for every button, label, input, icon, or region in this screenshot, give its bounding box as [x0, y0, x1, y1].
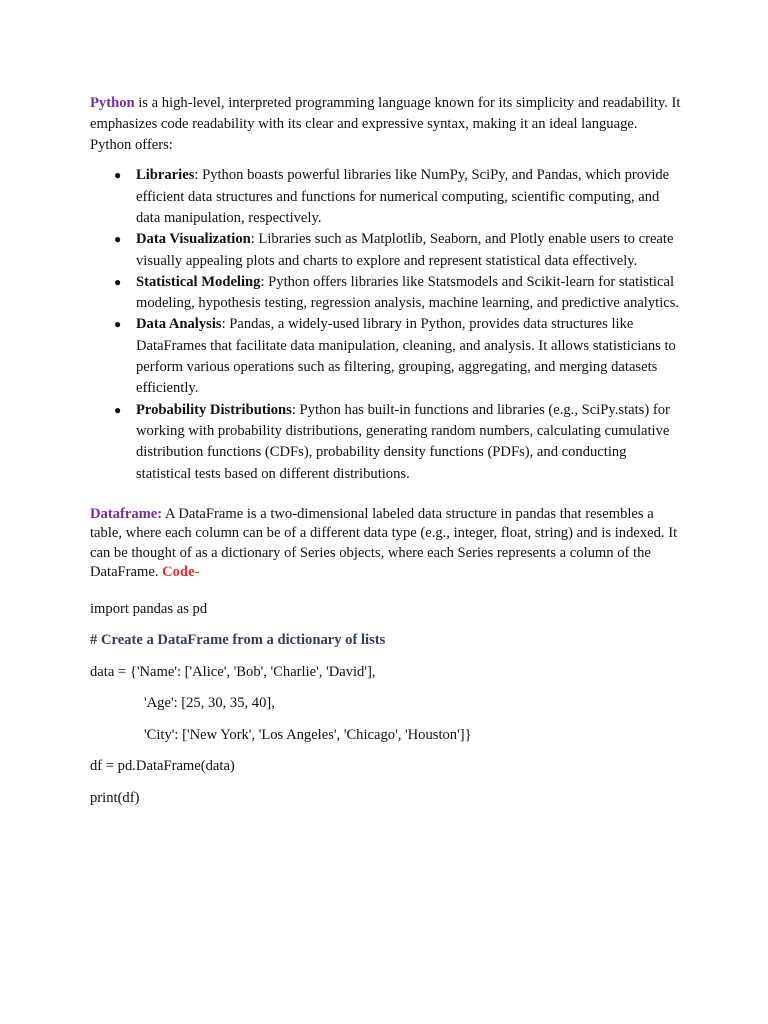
- code-print-line: print(df): [90, 789, 140, 806]
- bullet-icon: ●: [114, 402, 122, 417]
- intro-text: is a high-level, interpreted programming language known for its simplicity and readability. It emphasizes code readability with its clear and expressive syntax, making it an ideal language. Python offers:: [90, 95, 681, 153]
- bullet-icon: ●: [114, 317, 122, 332]
- bullet-icon: ●: [114, 274, 122, 289]
- dataframe-text: A DataFrame is a two-dimensional labeled data structure in pandas that resembles a table, where each column can be of a different data type (e.g., integer, float, string) and is indexed. It can be thought of as a dictionary of Series objects, where each Series represents a column of the DataFrame.: [90, 505, 678, 581]
- python-term: Python: [90, 95, 135, 111]
- feature-text: : Pandas, a widely-used library in Python, provides data structures like DataFrames that facilitate data manipulation, cleaning, and analysis. It allows statisticians to perform various operations such as filtering, grouping, aggregating, and merging datasets efficiently.: [136, 316, 676, 397]
- list-item: [90, 314, 682, 399]
- bullet-icon: ●: [114, 232, 122, 247]
- document-page: [90, 93, 682, 819]
- intro-paragraph: [90, 93, 682, 155]
- feature-title: Data Visualization: [136, 231, 251, 248]
- feature-title: Data Analysis: [136, 316, 222, 333]
- list-item: [90, 400, 682, 485]
- bullet-icon: ●: [114, 168, 122, 183]
- code-label: Code-: [162, 564, 200, 581]
- dataframe-term: Dataframe:: [90, 505, 163, 522]
- list-item: [90, 229, 682, 272]
- code-import-line: import pandas as pd: [90, 600, 208, 617]
- list-item: [90, 272, 682, 315]
- code-age-line: 'Age': [25, 30, 35, 40],: [144, 695, 275, 712]
- code-city-line: 'City': ['New York', 'Los Angeles', 'Chicago', 'Houston']}: [144, 726, 472, 743]
- feature-text: : Python boasts powerful libraries like NumPy, SciPy, and Pandas, which provide efficient data structures and functions for numerical computing, scientific computing, and data manipulation, respectively.: [136, 167, 670, 226]
- feature-title: Statistical Modeling: [136, 273, 261, 290]
- feature-text: : Python offers libraries like Statsmodels and Scikit-learn for statistical modeling, hypothesis testing, regression analysis, machine learning, and predictive analytics.: [136, 273, 680, 312]
- features-list: [90, 165, 682, 484]
- feature-text: : Libraries such as Matplotlib, Seaborn, and Plotly enable users to create visually appealing plots and charts to explore and represent statistical data effectively.: [136, 231, 674, 269]
- code-comment: # Create a DataFrame from a dictionary of lists: [90, 632, 386, 649]
- feature-title: Probability Distributions: [136, 401, 292, 418]
- code-df-line: df = pd.DataFrame(data): [90, 758, 235, 775]
- feature-text: : Python has built-in functions and libraries (e.g., SciPy.stats) for working with probability distributions, generating random numbers, calculating cumulative distribution functions (CDFs), probability density functions (PDFs), and conducting statistical tests based on different distributions.: [136, 401, 670, 482]
- feature-title: Libraries: [136, 167, 195, 184]
- list-item: [90, 165, 682, 229]
- dataframe-paragraph: [90, 505, 682, 583]
- code-data-line: data = {'Name': ['Alice', 'Bob', 'Charlie', 'David'],: [90, 663, 376, 680]
